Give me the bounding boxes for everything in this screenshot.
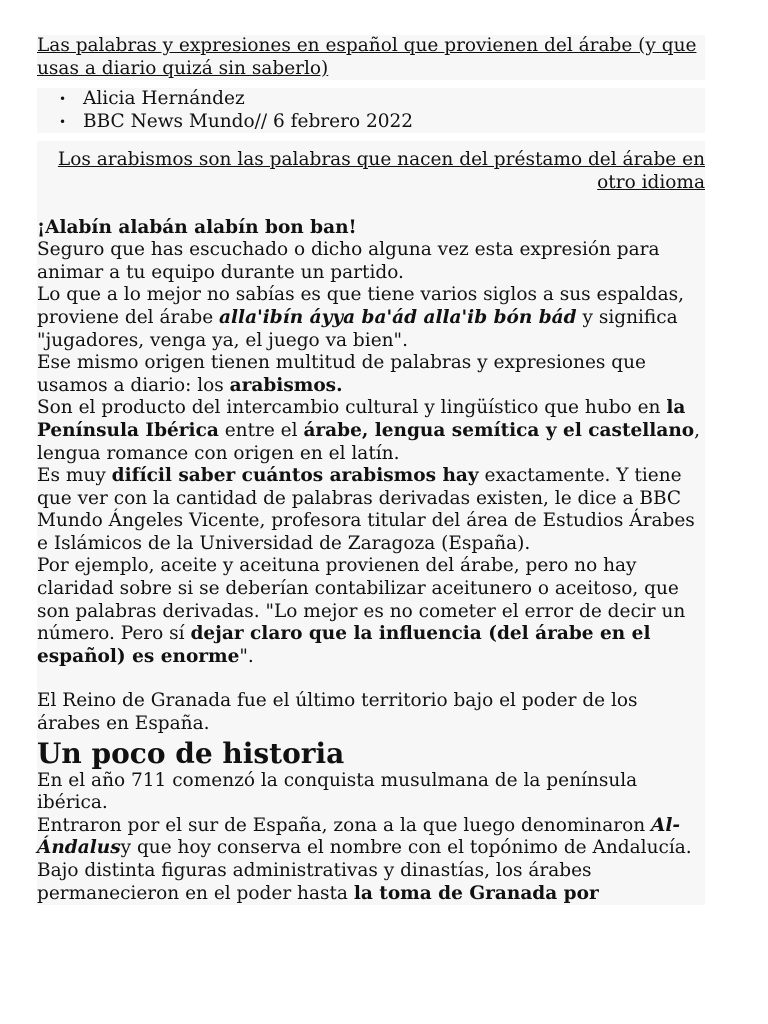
p4-bold: arabismos. [229,374,343,396]
p6-text-b: exactamente. Y tiene que ver con la cantidad de palabras derivadas existen, le dice a BBC Mundo Ángeles Vicente, profesora titular del área de Estudios Árabes e Islámicos de la Universidad de Zaragoza (España). [37,465,695,554]
p5-bold-1: la Península Ibérica [37,397,686,441]
p5-bold-2: árabe, lengua semítica y el castellano [303,419,695,441]
p7-bold: dejar claro que la influencia (del árabe en el español) es enorme [37,623,651,667]
p6-text-a: Es muy [37,465,112,487]
p5-text-c: , lengua romance con origen en el latín. [37,419,700,464]
p5-text-b: entre el [218,419,304,441]
article-body [37,217,705,906]
source-text: BBC News Mundo// 6 febrero 2022 [83,110,414,132]
p3-text-b: y significa "jugadores, venga ya, el juego va bien". [37,306,678,351]
p3-arabic-phrase: alla'ibín áyya ba'ád alla'ib bón bád [219,306,577,328]
p10-text-a: Bajo distinta figuras administrativas y dinastías, los árabes permanecieron en el poder hasta [37,860,592,904]
paragraph-2: Seguro que has escuchado o dicho alguna vez esta expresión para animar a tu equipo durante un partido. [37,239,660,283]
paragraph-7 [37,555,705,668]
p3-text-a: Lo que a lo mejor no sabías es que tiene varios siglos a sus espaldas, proviene del árabe [37,284,685,328]
article-document [37,35,705,905]
paragraph-6 [37,465,705,555]
p5-text-a: Son el producto del intercambio cultural y lingüístico que hubo en [37,397,667,419]
paragraph-10 [37,860,705,905]
article-title: Las palabras y expresiones en español que provienen del árabe (y que usas a diario quizá sin saberlo) [37,35,705,80]
author-text: Alicia Hernández [83,88,245,110]
spacer [37,201,705,217]
article-meta-list [37,88,705,133]
spacer [37,668,705,690]
p9-al-andalus: Al-Ándalus [37,814,681,859]
article-subtitle: Los arabismos son las palabras que nacen del préstamo del árabe en otro idioma [37,141,705,200]
bullet-icon: • [59,92,67,107]
p7-text-b: ". [239,645,254,667]
meta-author [59,88,705,111]
paragraph-8: En el año 711 comenzó la conquista musulmana de la península ibérica. [37,769,638,814]
p9-text-b: y que hoy conserva el nombre con el topónimo de Andalucía. [120,837,692,859]
bullet-icon: • [59,114,67,129]
p7-text-a: Por ejemplo, aceite y aceituna provienen del árabe, pero no hay claridad sobre si se deberían contabilizar aceitunero o aceitoso, que son palabras derivadas. "Lo mejor es no cometer el error de decir un número. Pero sí [37,555,686,645]
p9-text-a: Entraron por el sur de España, zona a la que luego denominaron [37,814,652,836]
image-caption: El Reino de Granada fue el último territorio bajo el poder de los árabes en España. [37,690,638,735]
section-heading: Un poco de historia [37,738,705,770]
paragraph-exclamation [37,217,705,240]
p6-bold: difícil saber cuántos arabismos hay [111,465,479,487]
paragraph-5 [37,397,705,465]
exclamation-text: ¡Alabín alabán alabín bon ban! [37,216,357,238]
meta-source [59,110,705,134]
paragraph-9 [37,815,705,860]
paragraph-3 [37,284,705,352]
p10-bold: la toma de Granada por [353,882,599,904]
paragraph-4 [37,352,705,397]
p4-text-a: Ese mismo origen tienen multitud de palabras y expresiones que usamos a diario: los [37,352,647,396]
